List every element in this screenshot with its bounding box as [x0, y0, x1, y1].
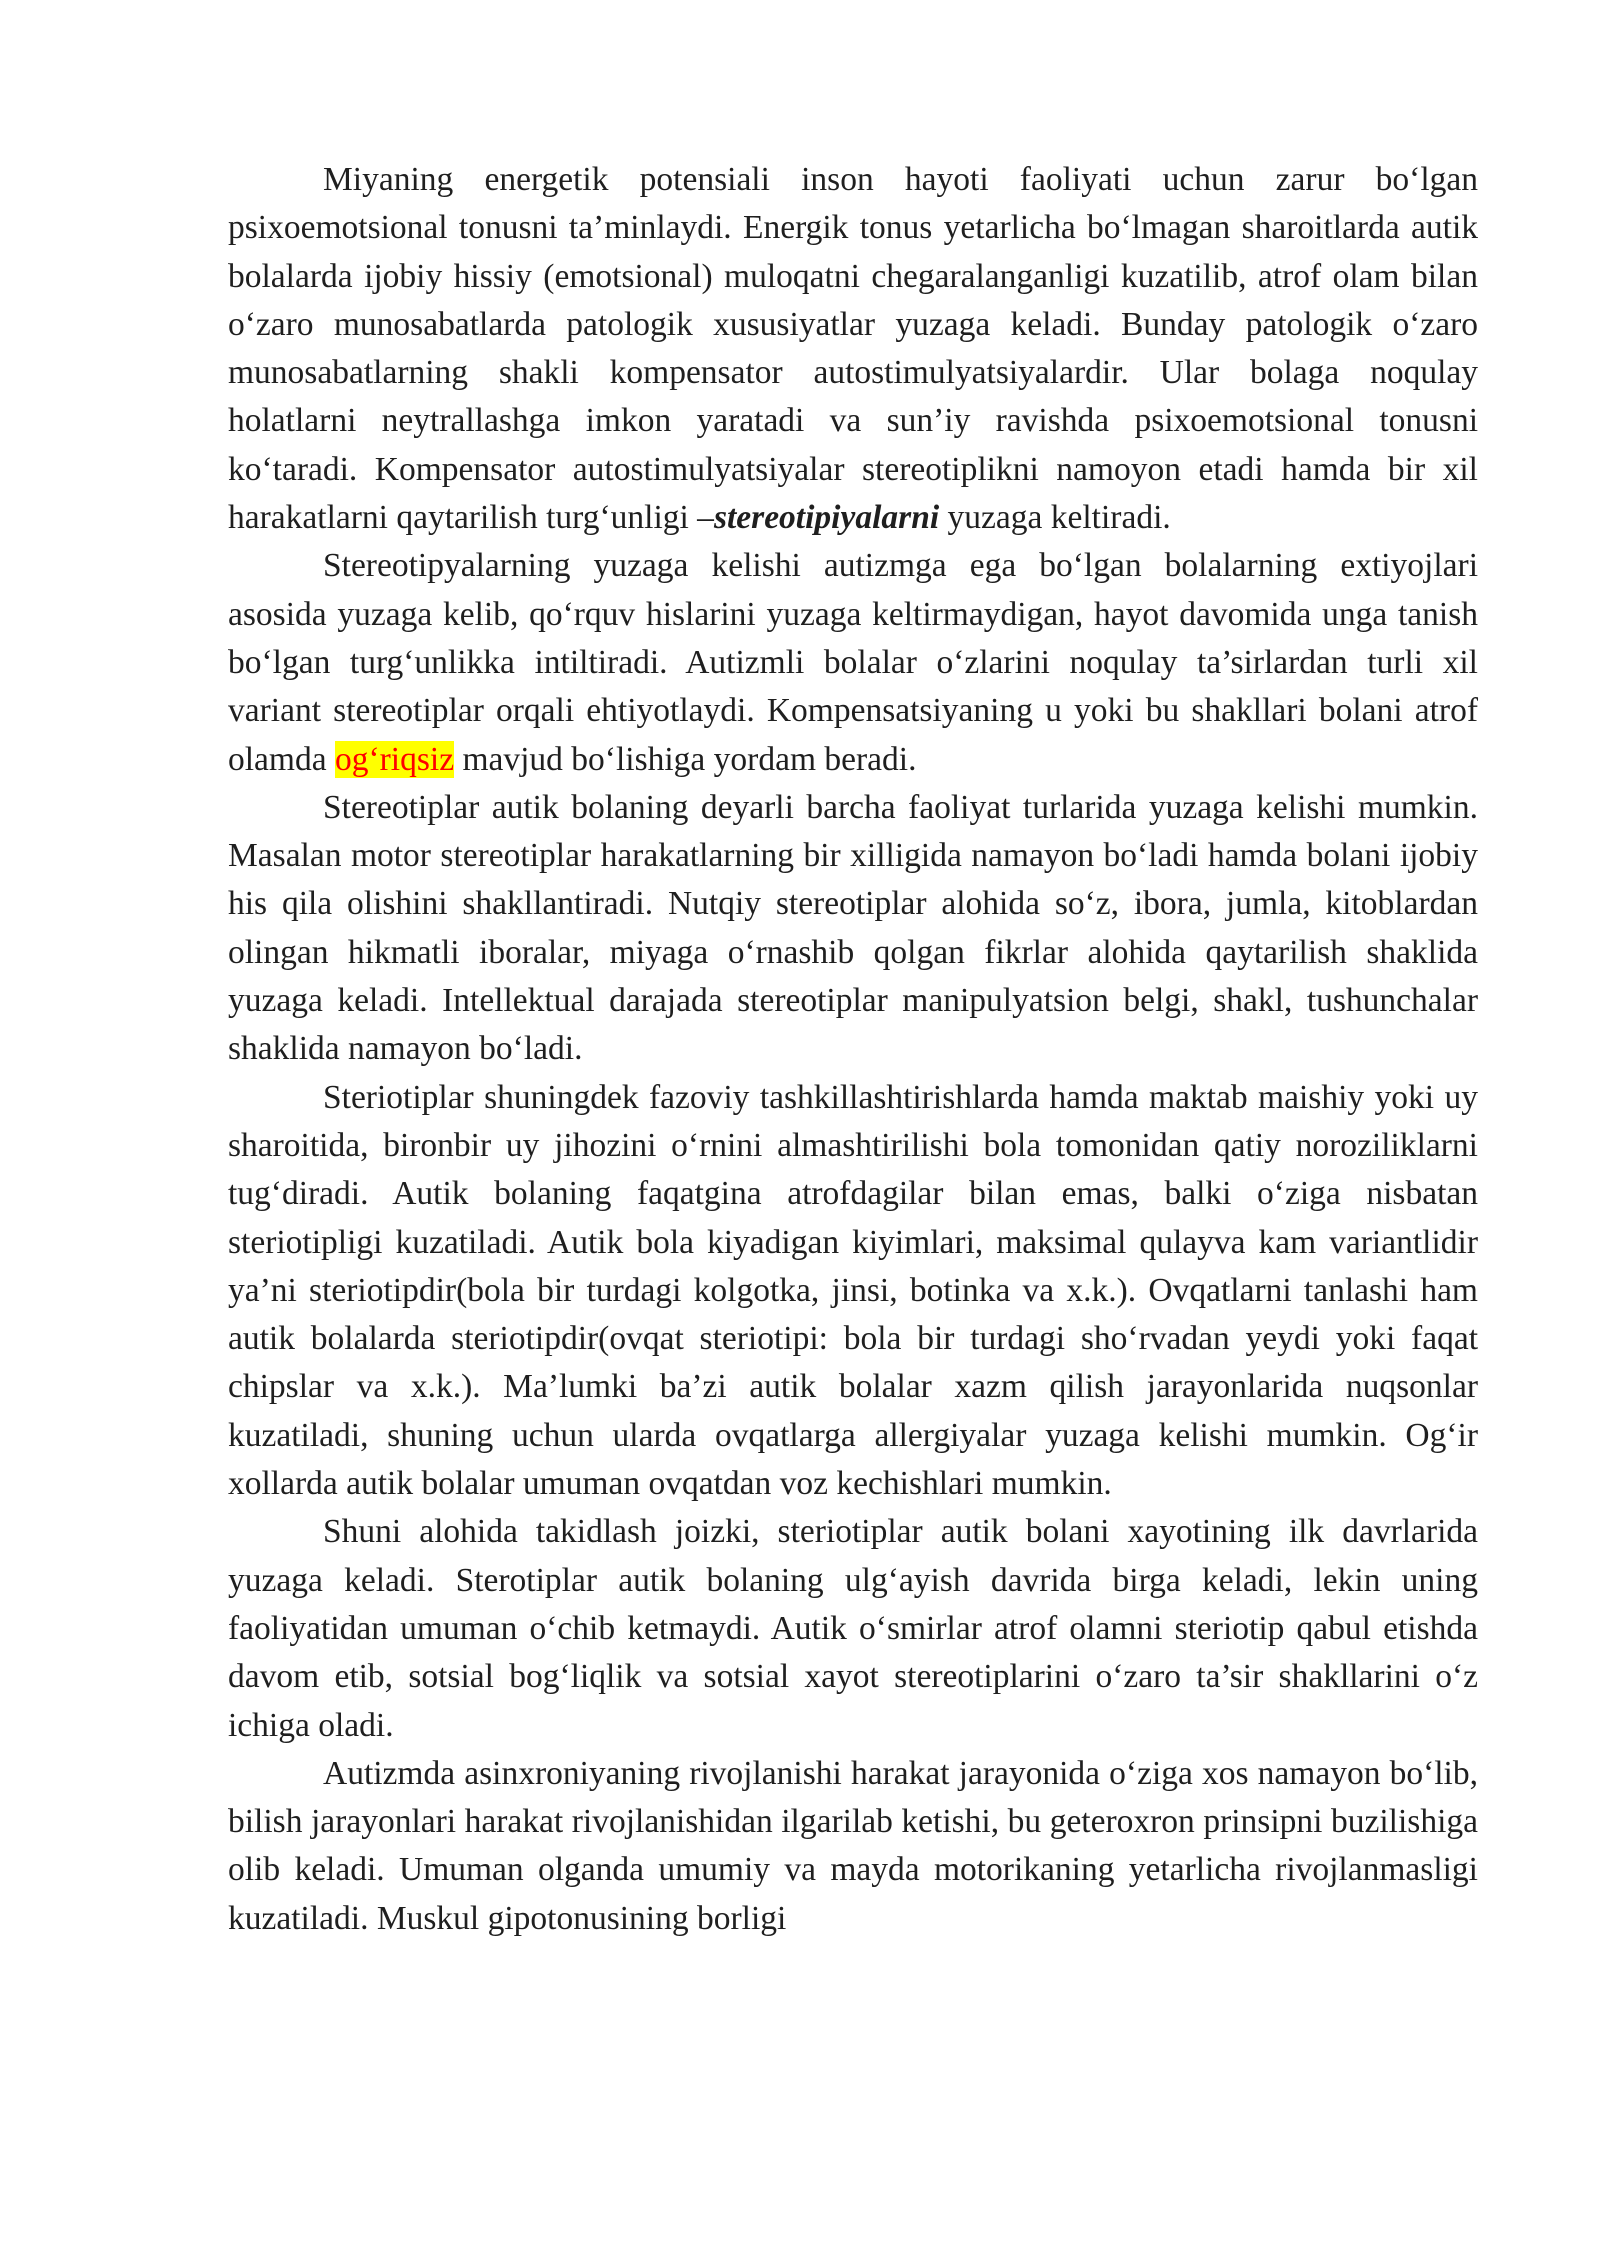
- paragraph-2: [228, 542, 1478, 783]
- paragraph-1-ending: yuzaga keltiradi.: [939, 499, 1171, 537]
- paragraph-6: Autizmda asinxroniyaning rivojlanishi harakat jarayonida o‘ziga xos namayon bo‘lib, bilish jarayonlari harakat rivojlanishidan ilgarilab ketishi, bu geteroxron prinsipni buzilishiga olib keladi. Umuman olganda umumiy va mayda motorikaning yetarlicha rivojlanmasligi kuzatiladi. Muskul gipotonusining borligi: [228, 1754, 1478, 1937]
- paragraph-2-ending: mavjud bo‘lishiga yordam beradi.: [454, 740, 917, 778]
- paragraph-5: Shuni alohida takidlash joizki, steriotiplar autik bolani xayotining ilk davrlarida yuzaga keladi. Sterotiplar autik bolaning ulg‘ayish davrida birga keladi, lekin uning faoliyatidan umuman o‘chib ketmaydi. Autik o‘smirlar atrof olamni steriotip qabul etishda davom etib, sotsial bog‘liqlik va sotsial xayot stereotiplarini o‘zaro ta’sir shakllarini o‘z ichiga oladi.: [228, 1513, 1478, 1744]
- paragraph-1: [228, 156, 1478, 542]
- paragraph-3: Stereotiplar autik bolaning deyarli barcha faoliyat turlarida yuzaga kelishi mumkin. Masalan motor stereotiplar harakatlarning bir xilligida namayon bo‘ladi hamda bolani ijobiy his qila olishini shakllantiradi. Nutqiy stereotiplar alohida so‘z, ibora, jumla, kitoblardan olingan hikmatli iboralar, miyaga o‘rnashib qolgan fikrlar alohida qaytarilish shaklida yuzaga keladi. Intellektual darajada stereotiplar manipulyatsion belgi, shakl, tushunchalar shaklida namayon bo‘ladi.: [228, 788, 1478, 1068]
- paragraph-4: Steriotiplar shuningdek fazoviy tashkillashtirishlarda hamda maktab maishiy yoki uy sharoitida, bironbir uy jihozini o‘rnini almashtirilishi bola tomonidan qatiy noroziliklarni tug‘diradi. Autik bolaning faqatgina atrofdagilar bilan emas, balki o‘ziga nisbatan steriotipligi kuzatiladi. Autik bola kiyadigan kiyimlari, maksimal qulayva kam variantlidir ya’ni steriotipdir(bola bir turdagi kolgotka, jinsi, botinka va x.k.). Ovqatlarni tanlashi ham autik bolalarda steriotipdir(ovqat steriotipi: bola bir turdagi sho‘rvadan yeydi yoki faqat chipslar va x.k.). Ma’lumki ba’zi autik bolalar xazm qilish jarayonlarida nuqsonlar kuzatiladi, shuning uchun ularda ovqatlarga allergiyalar yuzaga kelishi mumkin. Og‘ir xollarda autik bolalar umuman ovqatdan voz kechishlari mumkin.: [228, 1078, 1478, 1503]
- paragraph-1-text: Miyaning energetik potensiali inson hayoti faoliyati uchun zarur bo‘lgan psixoemotsional tonusni ta’minlaydi. Energik tonus yetarlicha bo‘lmagan sharoitlarda autik bolalarda ijobiy hissiy (emotsional) muloqatni chegaralanganligi kuzatilib, atrof olam bilan o‘zaro munosabatlarda patologik xususiyatlar yuzaga keladi. Bunday patologik o‘zaro munosabatlarning shakli kompensator autostimulyatsiyalardir. Ular bolaga noqulay holatlarni neytrallashga imkon yaratadi va sun’iy ravishda psixoemotsional tonusni ko‘taradi. Kompensator autostimulyatsiyalar stereotiplikni namoyon etadi hamda bir xil harakatlarni qaytarilish turg‘unligi –: [228, 161, 1478, 537]
- document-body: [228, 156, 1478, 1943]
- highlighted-word: og‘riqsiz: [334, 740, 455, 778]
- paragraph-2-text: Stereotipyalarning yuzaga kelishi autizmga ega bo‘lgan bolalarning extiyojlari asosida yuzaga kelib, qo‘rquv hislarini yuzaga keltirmaydigan, hayot davomida unga tanish bo‘lgan turg‘unlikka intiltiradi. Autizmli bolalar o‘zlarini noqulay ta’sirlardan turli xil variant stereotiplar orqali ehtiyotlaydi. Kompensatsiyaning u yoki bu shakllari bolani atrof olamda: [228, 547, 1478, 778]
- emphasis-stereotipiyalarni: stereotipiyalarni: [713, 499, 940, 537]
